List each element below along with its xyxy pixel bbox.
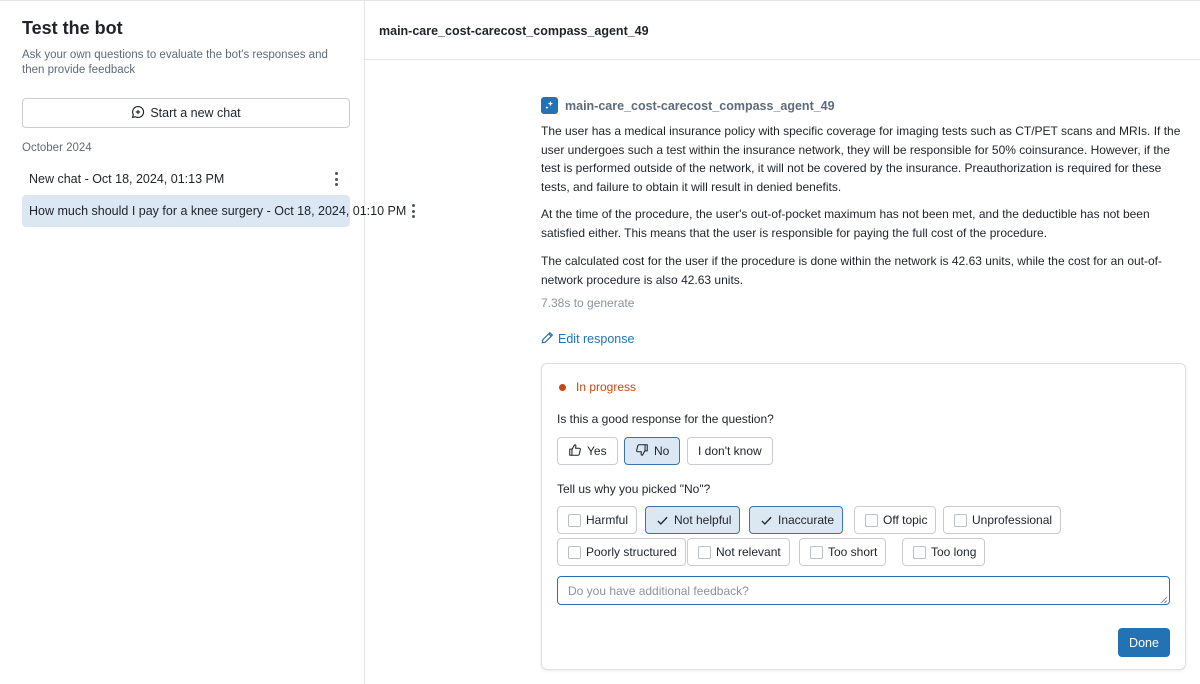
reason-label: Not relevant (716, 545, 781, 559)
thumbs-up-icon (568, 443, 582, 460)
chat-group-label: October 2024 (22, 142, 92, 154)
bot-message-header (541, 97, 835, 114)
dont-know-label: I don't know (698, 444, 762, 458)
sidebar-subtitle: Ask your own questions to evaluate the bot's responses and then provide feedback (22, 49, 328, 76)
status-badge (559, 380, 636, 394)
no-label: No (654, 444, 670, 458)
reason-label: Not helpful (674, 513, 732, 527)
feedback-card (541, 363, 1186, 670)
reason-not-helpful-checkbox[interactable] (645, 506, 740, 534)
edit-response-link[interactable] (541, 331, 634, 347)
chat-item-label: How much should I pay for a knee surgery - Oct 18, 2024, 01:10 PM (29, 204, 407, 218)
reason-inaccurate-checkbox[interactable] (749, 506, 843, 534)
yes-button[interactable] (557, 437, 618, 465)
pencil-icon (541, 331, 554, 347)
feedback-question: Is this a good response for the question? (557, 412, 774, 426)
response-paragraph: At the time of the procedure, the user's out-of-pocket maximum has not been met, and the deductible has not been satisfied either. This means that the user is responsible for paying the full cost of the procedure. (541, 207, 1150, 240)
chat-item-label: New chat - Oct 18, 2024, 01:13 PM (29, 172, 225, 186)
resize-grip-icon[interactable] (1159, 595, 1168, 604)
checkbox-icon (913, 546, 926, 559)
reason-label: Poorly structured (586, 545, 677, 559)
dont-know-button[interactable] (687, 437, 773, 465)
reason-label: Inaccurate (778, 513, 835, 527)
status-dot-icon (559, 384, 566, 391)
sparkle-icon (541, 97, 558, 114)
reason-harmful-checkbox[interactable] (557, 506, 637, 534)
agent-title: main-care_cost-carecost_compass_agent_49 (379, 24, 649, 38)
reason-label: Off topic (883, 513, 928, 527)
reason-not-relevant-checkbox[interactable] (687, 538, 790, 566)
generation-time: 7.38s to generate (541, 296, 635, 310)
checkbox-icon (810, 546, 823, 559)
reason-label: Harmful (586, 513, 629, 527)
yes-label: Yes (587, 444, 607, 458)
kebab-menu-icon[interactable] (329, 170, 343, 188)
additional-feedback-input[interactable] (557, 576, 1170, 605)
bot-name: main-care_cost-carecost_compass_agent_49 (565, 98, 835, 113)
chat-list-item-active[interactable] (22, 195, 407, 227)
response-paragraph: The calculated cost for the user if the procedure is done within the network is 42.63 units, while the cost for an out-of-network procedure is also 42.63 units. (541, 254, 1162, 287)
checkbox-icon (568, 546, 581, 559)
checkbox-icon (568, 514, 581, 527)
reason-too-short-checkbox[interactable] (799, 538, 886, 566)
checkbox-icon (865, 514, 878, 527)
chat-header (365, 1, 1200, 60)
start-new-chat-label: Start a new chat (150, 106, 241, 120)
reason-label: Too long (931, 545, 977, 559)
reason-prompt: Tell us why you picked "No"? (557, 482, 711, 496)
reason-too-long-checkbox[interactable] (902, 538, 985, 566)
check-icon (656, 514, 669, 527)
reason-label: Too short (828, 545, 878, 559)
response-paragraph: The user has a medical insurance policy with specific coverage for imaging tests such as CT/PET scans and MRIs. If the user undergoes such a test within the insurance network, they will be responsible for 50% coinsurance. However, if the test is performed outside of the network, it will not be covered by the insurance. Preauthorization is required for these tests, and failure to obtain it will result in denied benefits. (541, 124, 1181, 194)
checkbox-icon (698, 546, 711, 559)
reason-poorly-structured-checkbox[interactable] (557, 538, 686, 566)
reason-off-topic-checkbox[interactable] (854, 506, 936, 534)
reason-unprofessional-checkbox[interactable] (943, 506, 1061, 534)
status-label: In progress (576, 380, 637, 394)
sidebar-title: Test the bot (22, 18, 123, 38)
edit-response-label: Edit response (558, 332, 635, 346)
start-new-chat-button[interactable] (22, 98, 350, 128)
chat-list-item[interactable] (22, 163, 350, 195)
chat-panel (365, 1, 1200, 684)
checkbox-icon (954, 514, 967, 527)
check-icon (760, 514, 773, 527)
sidebar (0, 1, 407, 684)
done-button[interactable]: Done (1118, 628, 1170, 657)
no-button[interactable] (624, 437, 680, 465)
reason-label: Unprofessional (972, 513, 1053, 527)
thumbs-down-icon (635, 443, 649, 460)
chat-bubble-plus-icon (131, 105, 145, 122)
